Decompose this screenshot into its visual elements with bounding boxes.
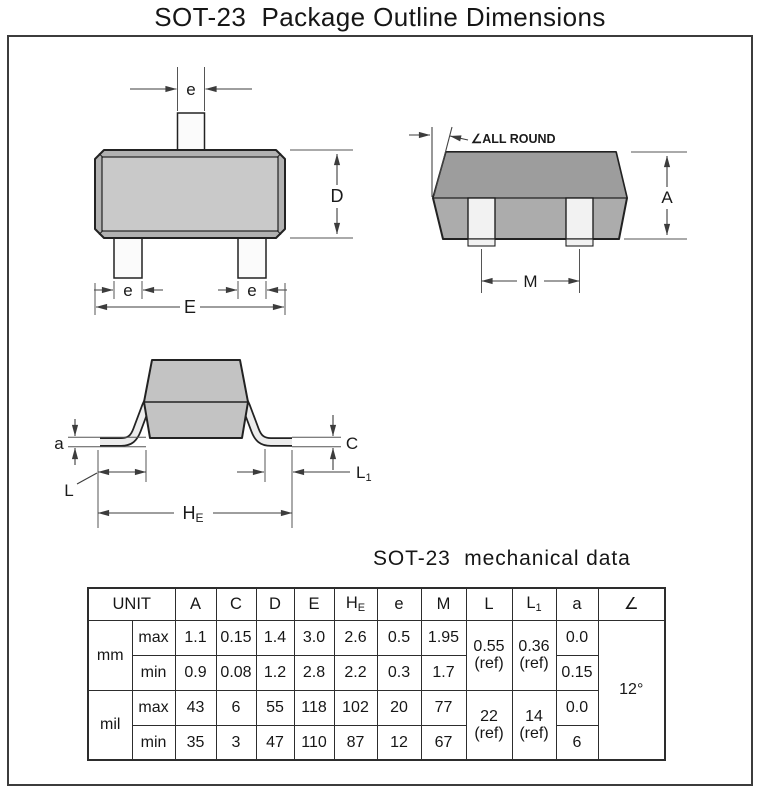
dim-label-L: L [64,481,74,500]
mechanical-data-table [87,587,666,761]
value-cell-mm-L: 0.55 (ref) [466,620,512,690]
value-cell: 77 [421,690,466,725]
value-cell: 1.4 [256,620,294,655]
col-header-angle: ∠ [598,588,665,620]
table-title: SOT-23 mechanical data [373,547,631,570]
value-cell-mm-L1: 0.36 (ref) [512,620,556,690]
value-cell: 3.0 [294,620,334,655]
value-cell: 67 [421,725,466,760]
value-cell: 35 [175,725,216,760]
row-label-mm: mm [88,620,132,690]
dim-label-E: E [183,297,197,317]
value-cell-angle: 12° [598,620,665,760]
front-view-body-inner [102,157,278,231]
value-cell: 0.15 [556,655,598,690]
col-header-M: M [421,588,466,620]
dim-L-leader [77,473,97,484]
value-cell: 0.0 [556,620,598,655]
col-header-A: A [175,588,216,620]
value-cell: 55 [256,690,294,725]
col-header-D: D [256,588,294,620]
dim-C-reference-lines [292,437,341,446]
value-cell: 1.2 [256,655,294,690]
dim-label-HE: HE [182,503,204,525]
dim-A-extension-lines [624,152,687,239]
front-view-bottom-left-lead [114,236,142,278]
table-row-mil-max [88,690,665,725]
col-header-C: C [216,588,256,620]
page-title: SOT-23 Package Outline Dimensions [151,2,608,37]
value-cell: 0.5 [377,620,421,655]
value-cell: 2.6 [334,620,377,655]
value-cell: 0.0 [556,690,598,725]
row-label-mil: mil [88,690,132,760]
row-label-min: min [132,725,175,760]
dim-L1-extension-lines [265,449,292,528]
value-cell: 118 [294,690,334,725]
dim-label-M: M [523,272,538,291]
side-view [409,127,687,293]
dim-label-e-top: e [186,80,196,99]
dim-d-extension-lines [290,150,353,238]
dim-label-d: D [330,186,344,206]
row-label-min: min [132,655,175,690]
angle-callout-arrows [409,135,468,140]
value-cell: 0.3 [377,655,421,690]
col-header-a: a [556,588,598,620]
row-label-max: max [132,620,175,655]
value-cell: 6 [216,690,256,725]
value-cell: 6 [556,725,598,760]
value-cell: 1.7 [421,655,466,690]
dim-label-a: a [54,434,64,453]
all-round-note: ∠ALL ROUND [471,132,556,146]
table-row-mil-min [88,725,665,760]
value-cell: 0.08 [216,655,256,690]
profile-view [54,360,371,528]
table-row-mm-max [88,620,665,655]
value-cell: 3 [216,725,256,760]
dim-label-C: C [345,434,359,453]
front-view-top-lead [178,113,205,153]
value-cell: 1.95 [421,620,466,655]
value-cell: 2.2 [334,655,377,690]
table-row-mm-min [88,655,665,690]
col-header-unit: UNIT [88,588,175,620]
col-header-L: L [466,588,512,620]
row-label-max: max [132,690,175,725]
dim-label-L1: L1 [356,463,372,484]
dim-label-e-bl: e [123,281,133,300]
col-header-HE: HE [334,588,377,620]
value-cell: 0.9 [175,655,216,690]
profile-body [144,360,248,438]
value-cell: 110 [294,725,334,760]
col-header-E: E [294,588,334,620]
dim-L-extension-lines [98,450,146,528]
col-header-L1: L1 [512,588,556,620]
front-view-bottom-right-lead [238,236,266,278]
dim-label-e-br: e [247,281,257,300]
value-cell-mil-L: 22 (ref) [466,690,512,760]
value-cell: 12 [377,725,421,760]
dim-label-A: A [661,188,673,207]
value-cell: 47 [256,725,294,760]
table-header-row [88,588,665,620]
front-view [94,67,353,317]
value-cell-mil-L1: 14 (ref) [512,690,556,760]
side-view-top-face [433,152,627,198]
value-cell: 102 [334,690,377,725]
value-cell: 1.1 [175,620,216,655]
value-cell: 43 [175,690,216,725]
value-cell: 0.15 [216,620,256,655]
value-cell: 87 [334,725,377,760]
value-cell: 20 [377,690,421,725]
col-header-e: e [377,588,421,620]
value-cell: 2.8 [294,655,334,690]
